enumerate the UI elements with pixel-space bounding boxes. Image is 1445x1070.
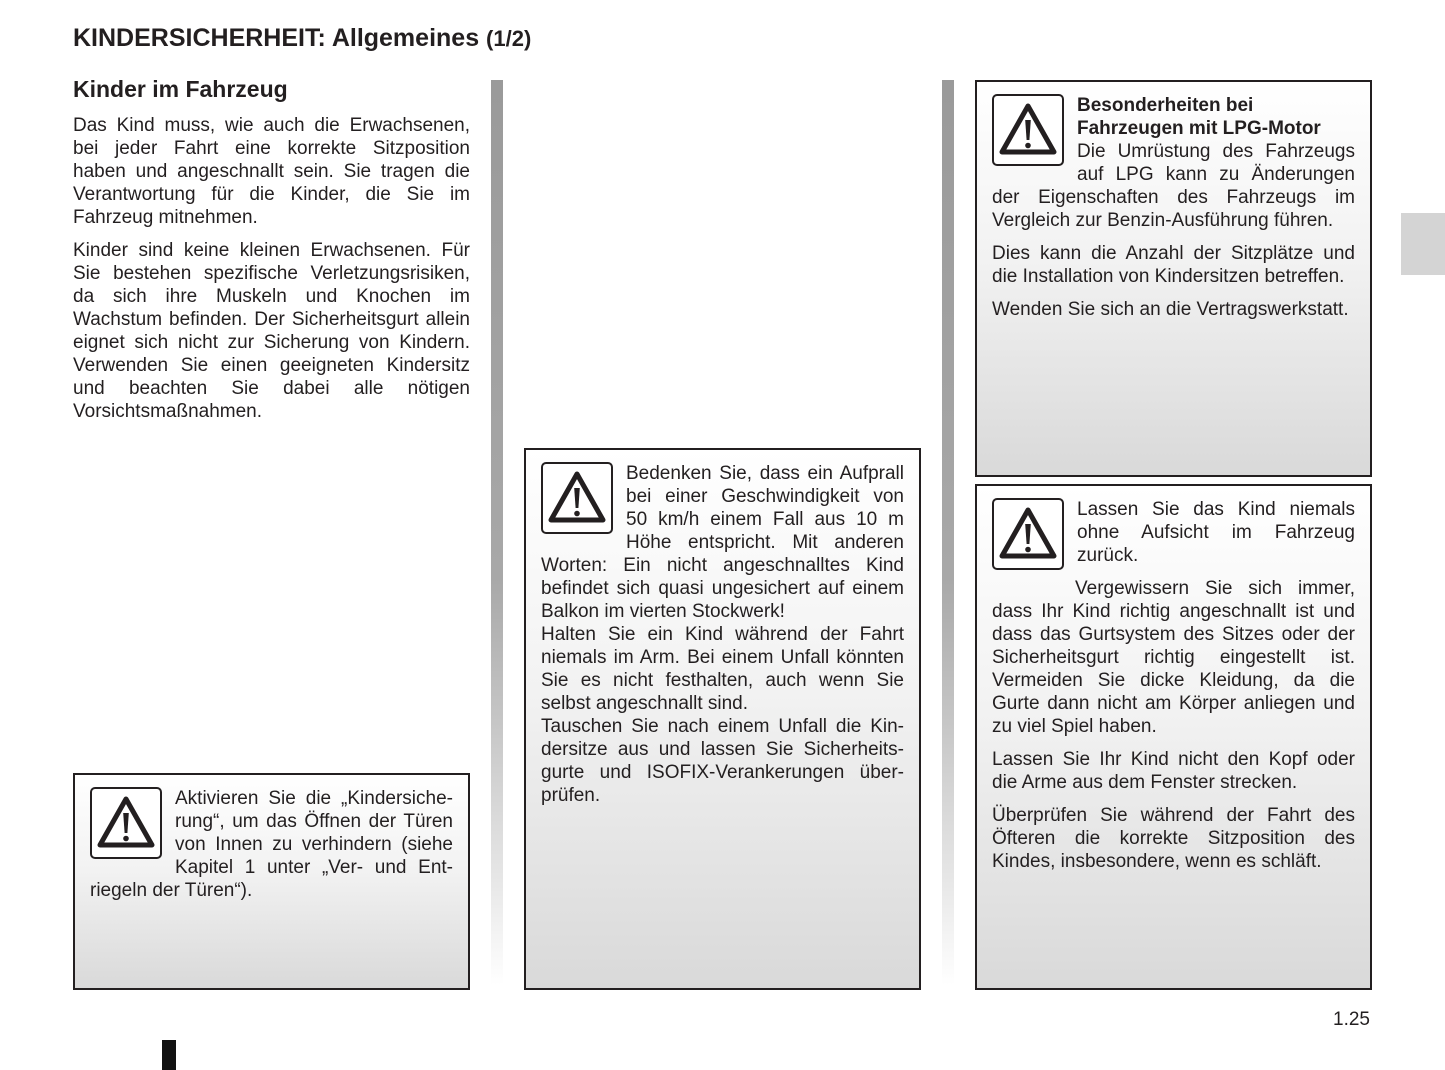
warning-paragraph: Überprüfen Sie während der Fahrt des Öfteren die korrekte Sitzposition des Kindes, insbesondere, wenn es schläft. xyxy=(992,805,1355,872)
chapter-tab xyxy=(1401,213,1445,275)
page-title xyxy=(73,24,531,53)
warning-box-never-alone xyxy=(975,484,1372,990)
warning-heading: Besonderheiten bei Fahrzeugen mit LPG-Motor xyxy=(1077,95,1321,139)
print-mark xyxy=(162,1040,176,1070)
warning-paragraph: Vergewissern Sie sich immer, dass Ihr Kind richtig angeschnallt ist und dass das Gurtsystem des Sitzes oder der Sicherheitsgurt richtig eingestellt ist. Vermeiden Sie dicke Kleidung, da die Gurte dann nicht am Körper anliegen und zu viel Spiel haben. xyxy=(992,578,1355,737)
warning-text: Aktivieren Sie die „Kindersicherung“, um das Öffnen der Türen von Innen zu verhindern (siehe Kapitel 1 unter „Ver- und Entriegeln der Türen“). xyxy=(90,788,453,901)
warning-paragraph: Halten Sie ein Kind während der Fahrt niemals im Arm. Bei einem Unfall könnten Sie es nicht festhalten, auch wenn Sie selbst angeschnallt sind. xyxy=(541,624,904,714)
warning-paragraph: Die Umrüstung des Fahrzeugs auf LPG kann zu Änderungen der Eigenschaften des Fahrzeugs im Vergleich zur Benzin-Ausführung führen. xyxy=(992,141,1355,231)
column-divider xyxy=(491,80,503,985)
warning-icon xyxy=(992,498,1064,570)
section-title: Kinder im Fahrzeug xyxy=(73,76,288,102)
section-body xyxy=(73,114,470,433)
page-number: 1.25 xyxy=(1333,1009,1370,1030)
warning-icon xyxy=(90,787,162,859)
warning-paragraph: Lassen Sie das Kind niemals ohne Aufsicht im Fahrzeug zurück. xyxy=(1077,499,1355,566)
warning-icon xyxy=(992,94,1064,166)
warning-box-impact xyxy=(524,448,921,990)
warning-box-lpg xyxy=(975,80,1372,477)
warning-box-child-lock xyxy=(73,773,470,990)
warning-paragraph: Dies kann die Anzahl der Sitzplätze und die Installation von Kindersitzen betreffen. xyxy=(992,243,1355,287)
section-paragraph: Kinder sind keine kleinen Erwachsenen. Für Sie bestehen spezifische Verletzungsrisiken, da sich ihre Muskeln und Knochen im Wachstum befinden. Der Sicherheitsgurt allein eignet sich nicht zur Sicherung von Kindern. Verwenden Sie einen geeigneten Kindersitz und beachten Sie dabei alle nötigen Vorsichtsmaßnahmen. xyxy=(73,240,470,422)
warning-paragraph: Lassen Sie Ihr Kind nicht den Kopf oder die Arme aus dem Fenster strecken. xyxy=(992,749,1355,793)
warning-paragraph: Tauschen Sie nach einem Unfall die Kindersitze aus und lassen Sie Sicherheitsgurte und ISOFIX-Verankerungen überprüfen. xyxy=(541,716,904,806)
section-paragraph: Das Kind muss, wie auch die Erwachsenen, bei jeder Fahrt eine korrekte Sitzposition haben und angeschnallt sein. Sie tragen die Verantwortung für die Kinder, die Sie im Fahrzeug mitnehmen. xyxy=(73,115,470,228)
warning-paragraph: Wenden Sie sich an die Vertragswerkstatt. xyxy=(992,299,1349,320)
column-divider xyxy=(942,80,954,985)
page-title-text: KINDERSICHERHEIT: Allgemeines xyxy=(73,24,480,52)
warning-paragraph: Bedenken Sie, dass ein Aufprall bei einer Geschwindigkeit von 50 km/h einem Fall aus 10 m Höhe entspricht. Mit anderen Worten: Ein nicht angeschnalltes Kind befindet sich quasi ungesichert auf einem Balkon im vierten Stockwerk! xyxy=(541,463,904,622)
warning-icon xyxy=(541,462,613,534)
page-part: (1/2) xyxy=(486,26,532,51)
